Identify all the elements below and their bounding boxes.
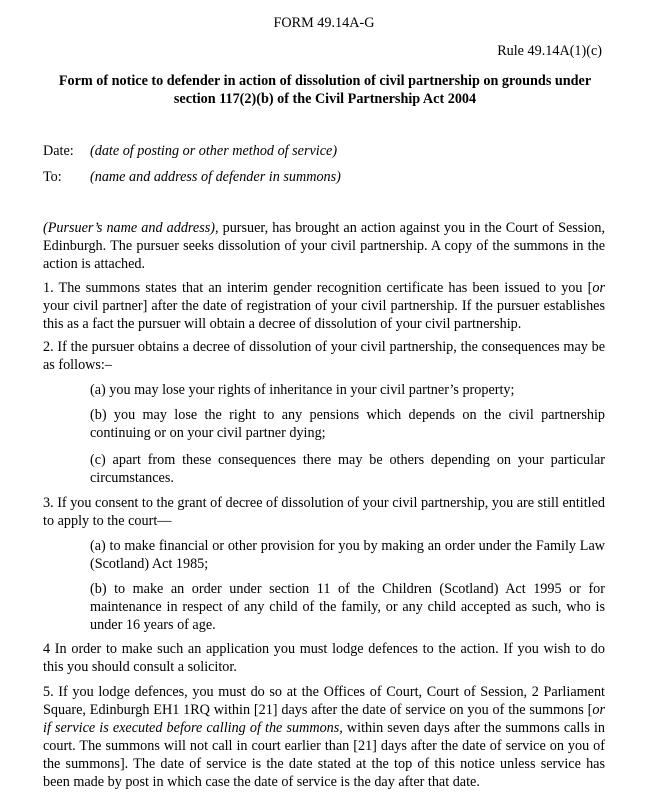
date-placeholder: (date of posting or other method of service): [90, 143, 338, 159]
to-label: To:: [43, 169, 62, 185]
p5-italic: or if service is executed before calling of the summons: [43, 702, 605, 736]
paragraph-3b: (b) to make an order under section 11 of the Children (Scotland) Act 1995 or for maintenance in respect of any child of the family, or any child accepted as such, who is under 16 years of age.: [90, 581, 605, 633]
title-line-1: Form of notice to defender in action of dissolution of civil partnership on grounds under: [58, 73, 592, 89]
date-label: Date:: [43, 143, 74, 159]
pursuer-placeholder: (Pursuer’s name and address): [43, 220, 215, 236]
intro-text: , pursuer, has brought an action against you in the Court of Session, Edinburgh. The pursuer seeks dissolution of your civil partnership. A copy of the summons in the action is attached.: [43, 220, 606, 272]
paragraph-1: [43, 279, 605, 333]
form-number: FORM 49.14A-G: [273, 15, 375, 31]
p5-text-b: , within seven days after the summons calls in court. The summons will not call in court earlier than [21] days after the date of service on you of the summons]. The date of service is the date stated at the top of this notice unless service has been made by post in which case the date of service is the day after that date.: [43, 720, 605, 790]
document-title: [40, 72, 610, 108]
to-placeholder: (name and address of defender in summons): [90, 169, 341, 185]
paragraph-3: 3. If you consent to the grant of decree of dissolution of your civil partnership, you are still entitled to apply to the court—: [43, 495, 605, 529]
paragraph-2a: (a) you may lose your rights of inheritance in your civil partner’s property;: [90, 382, 515, 398]
paragraph-2: 2. If the pursuer obtains a decree of dissolution of your civil partnership, the consequences may be as follows:–: [43, 339, 605, 373]
paragraph-2b: (b) you may lose the right to any pensions which depends on the civil partnership continuing or on your civil partner dying;: [90, 407, 605, 441]
to-value: [90, 168, 341, 186]
p1-text-b: your civil partner] after the date of registration of your civil partnership. If the pursuer establishes this as a fact the pursuer will obtain a decree of dissolution of your civil partnership.: [43, 298, 605, 332]
paragraph-4: 4 In order to make such an application you must lodge defences to the action. If you wish to do this you should consult a solicitor.: [43, 641, 605, 675]
paragraph-3a: (a) to make financial or other provision for you by making an order under the Family Law (Scotland) Act 1985;: [90, 538, 605, 572]
intro-paragraph: [43, 219, 605, 273]
paragraph-2c: (c) apart from these consequences there may be others depending on your particular circumstances.: [90, 452, 605, 486]
title-line-2: section 117(2)(b) of the Civil Partnership Act 2004: [173, 91, 477, 107]
p5-text-a: 5. If you lodge defences, you must do so at the Offices of Court, Court of Session, 2 Parliament Square, Edinburgh EH1 1RQ within [21] days after the date of service on you of the summons [: [43, 684, 605, 718]
paragraph-5: [43, 683, 605, 791]
p1-or: or: [592, 280, 605, 296]
date-value: [90, 142, 337, 160]
rule-reference: Rule 49.14A(1)(c): [497, 43, 602, 59]
p1-text-a: 1. The summons states that an interim gender recognition certificate has been issued to you [: [43, 280, 593, 296]
